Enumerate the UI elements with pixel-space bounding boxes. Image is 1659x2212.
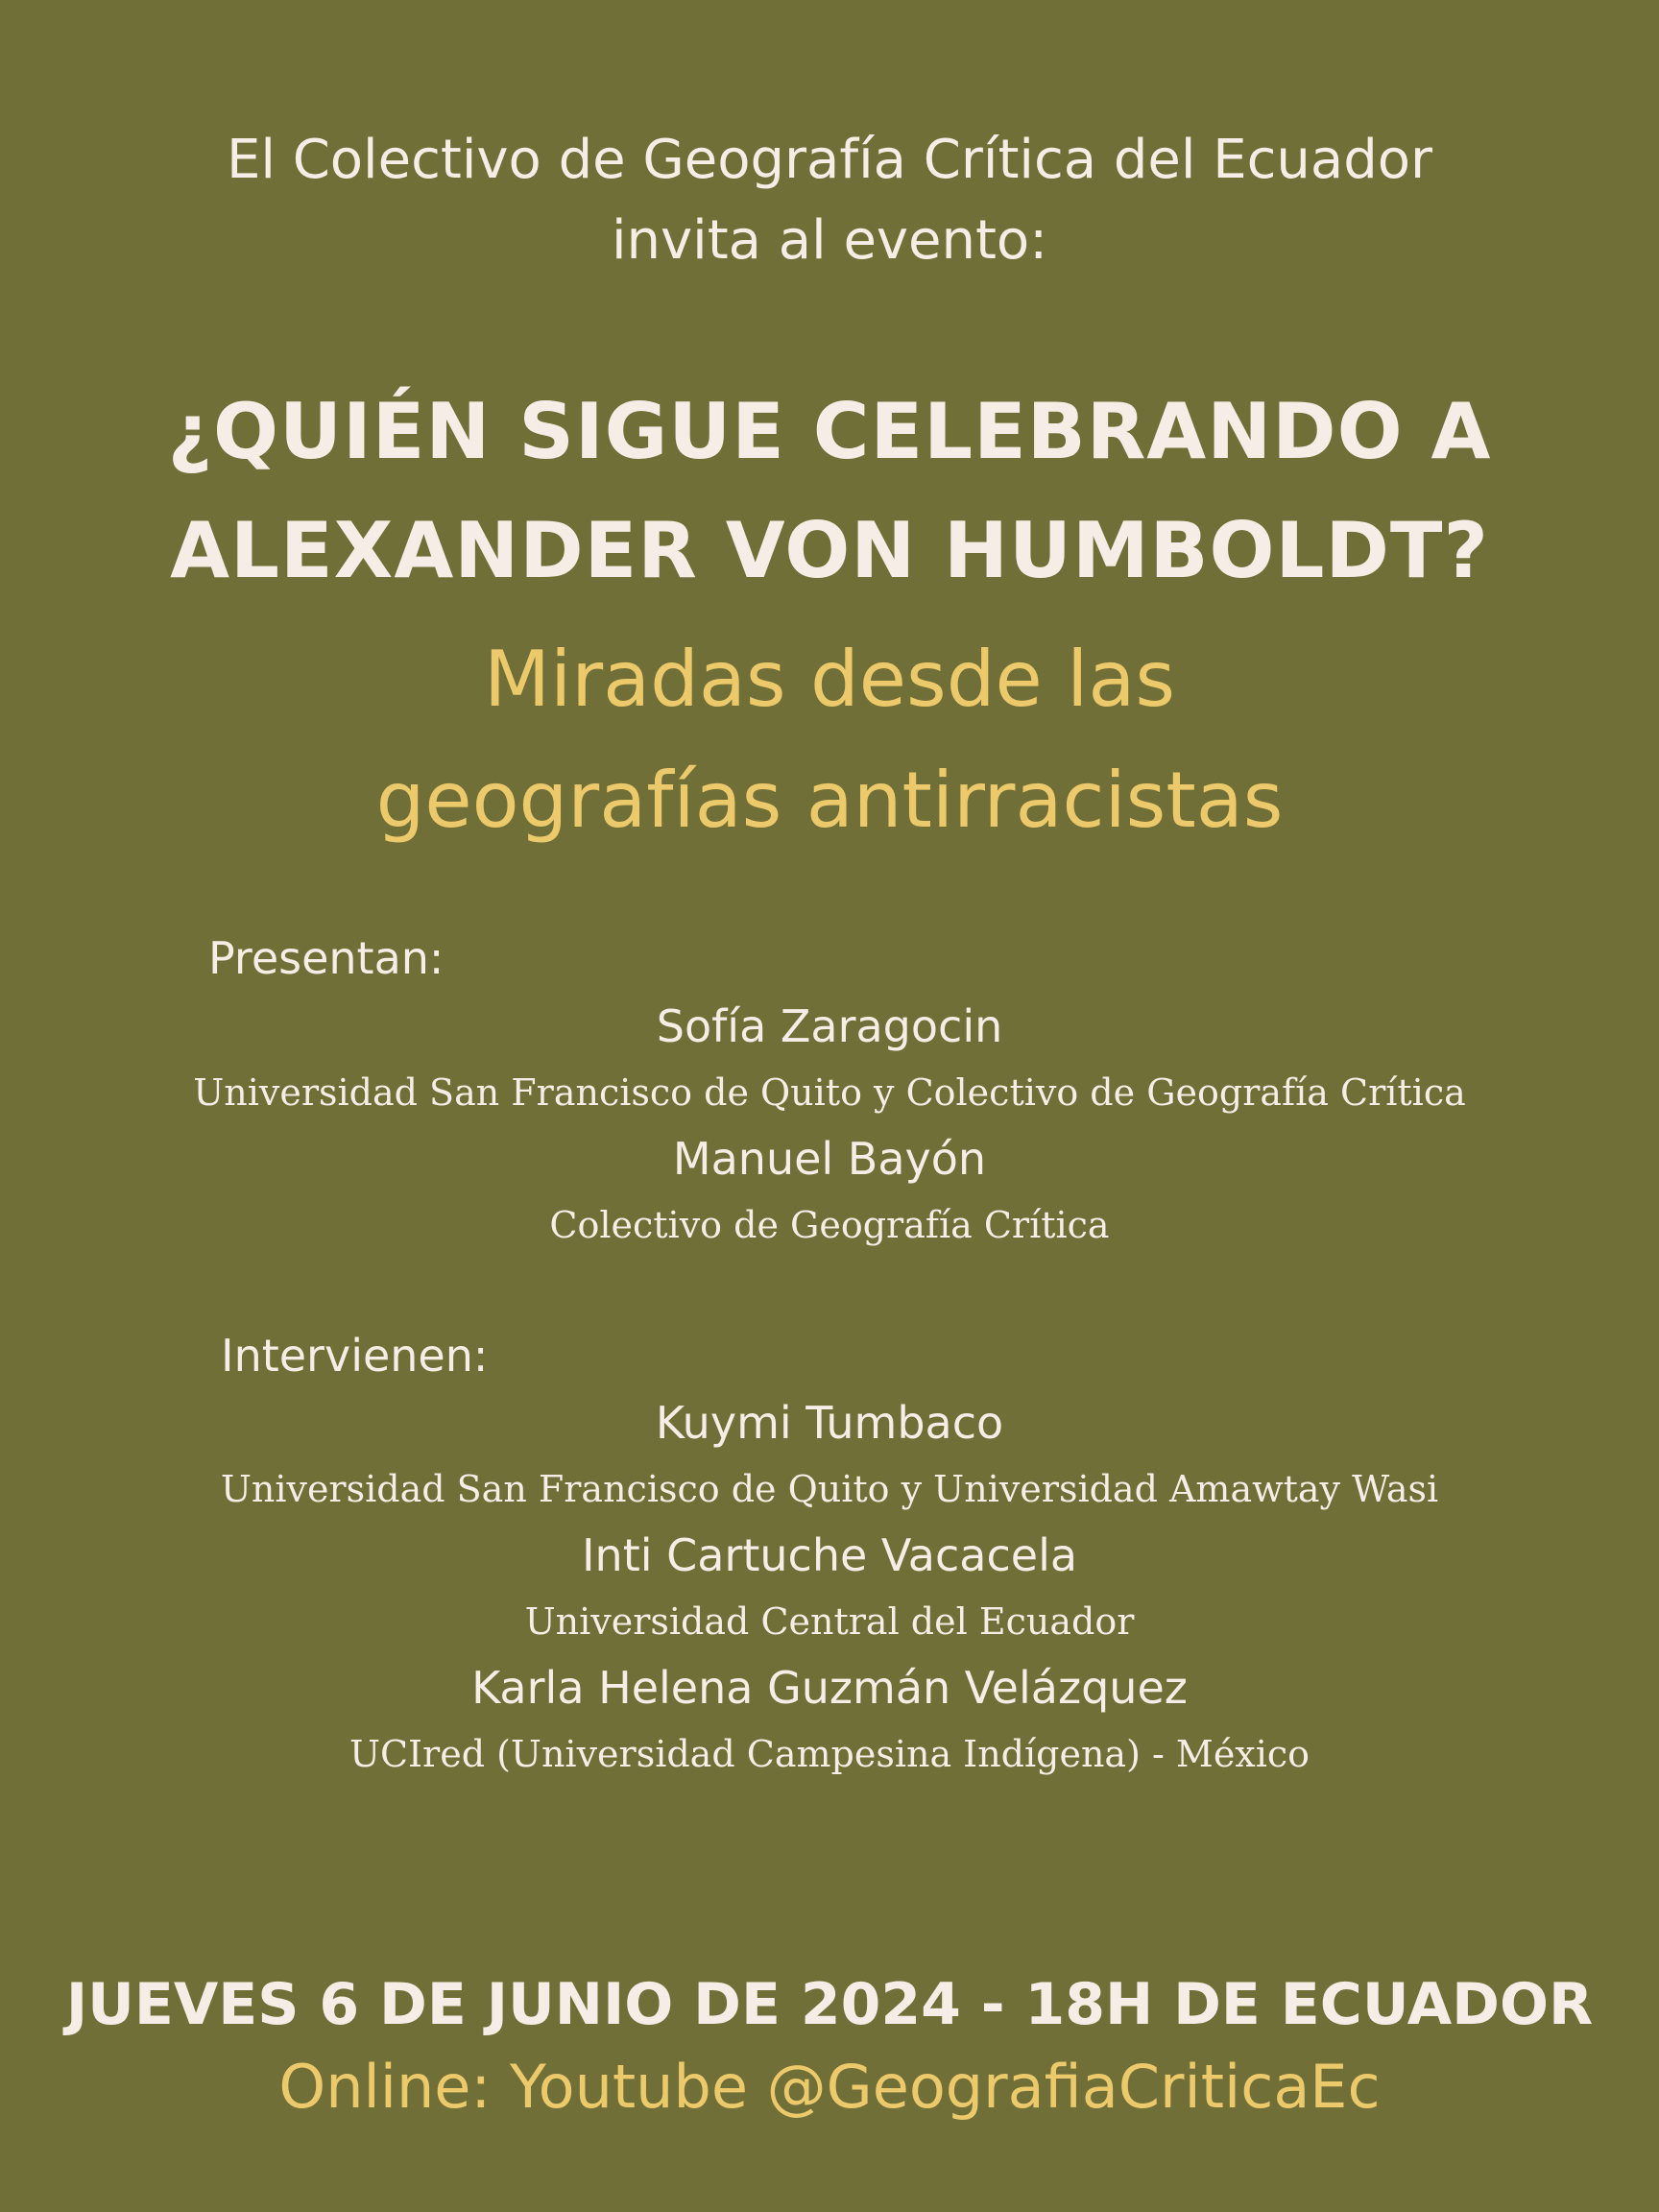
presenter-affiliation: Colectivo de Geografía Crítica (549, 1204, 1110, 1246)
presenter-name: Sofía Zaragocin (656, 1000, 1003, 1052)
presentan-list (0, 995, 1659, 1260)
speaker-affiliation: Universidad Central del Ecuador (524, 1600, 1135, 1643)
subtitle-line-2: geografías antirracistas (375, 756, 1284, 845)
intro-text (0, 120, 1659, 281)
speaker-name: Kuymi Tumbaco (655, 1397, 1004, 1449)
presenter-affiliation: Universidad San Francisco de Quito y Colectivo de Geografía Crítica (193, 1071, 1466, 1114)
event-online-link: Online: Youtube @GeografiaCriticaEc (278, 2052, 1381, 2122)
title-line-2: ALEXANDER VON HUMBOLDT? (170, 506, 1489, 595)
subtitle-line-1: Miradas desde las (483, 635, 1176, 724)
presenter-name: Manuel Bayón (672, 1133, 987, 1185)
event-title (0, 373, 1659, 611)
event-date: JUEVES 6 DE JUNIO DE 2024 - 18H DE ECUADOR (65, 1971, 1594, 2038)
speaker-name: Inti Cartuche Vacacela (581, 1529, 1078, 1581)
speaker-affiliation: Universidad San Francisco de Quito y Universidad Amawtay Wasi (220, 1468, 1439, 1510)
title-line-1: ¿QUIÉN SIGUE CELEBRANDO A (167, 387, 1492, 476)
presentan-label: Presentan: (208, 932, 445, 984)
intro-line-1: El Colectivo de Geografía Crítica del Ecuador (226, 129, 1433, 191)
intro-line-2: invita al evento: (611, 209, 1048, 272)
intervienen-list (0, 1391, 1659, 1789)
speaker-affiliation: UCIred (Universidad Campesina Indígena) - México (349, 1733, 1310, 1775)
event-subtitle (0, 619, 1659, 861)
intervienen-label: Intervienen: (221, 1330, 489, 1382)
speaker-name: Karla Helena Guzmán Velázquez (471, 1662, 1188, 1714)
